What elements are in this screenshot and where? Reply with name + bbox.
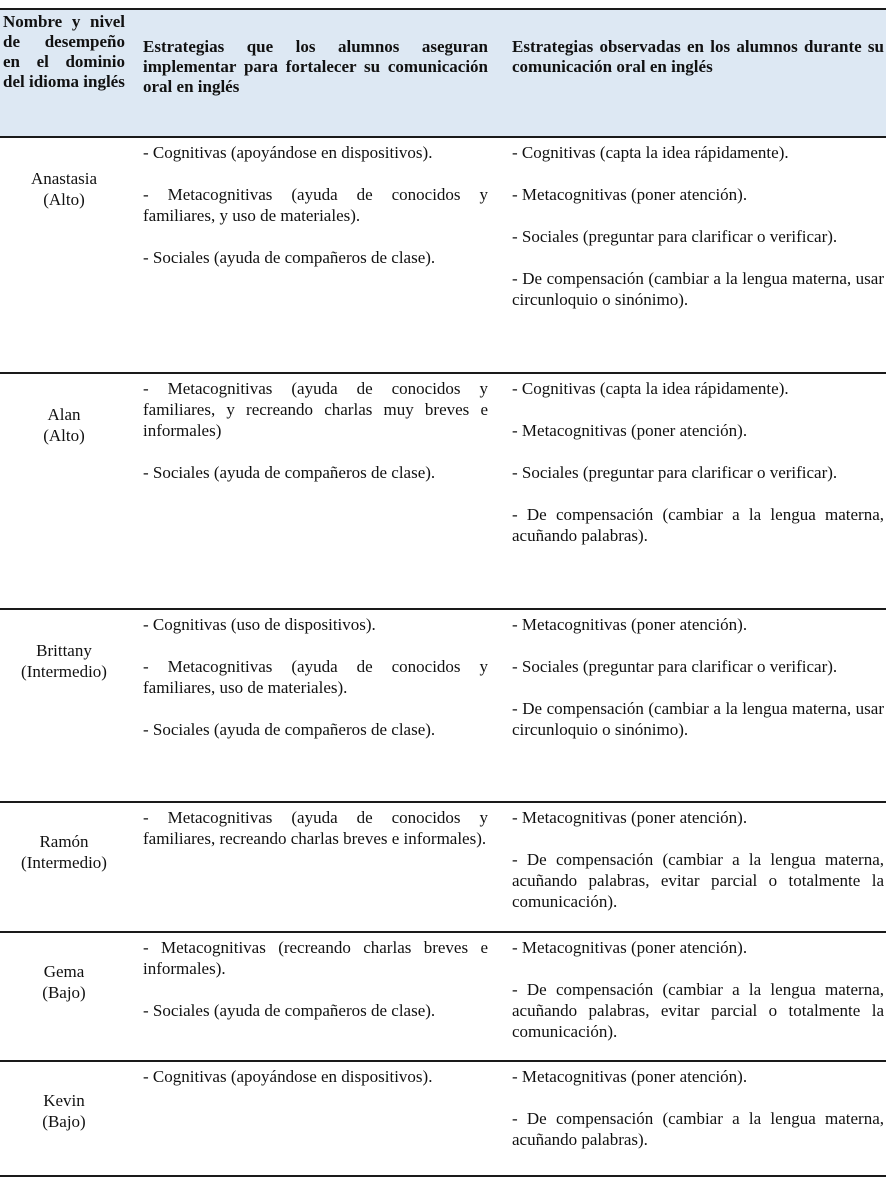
self-reported-strategy: - Metacognitivas (ayuda de conocidos y familiares, recreando charlas breves e informales). [143, 808, 488, 848]
self-reported-strategy: - Metacognitivas (ayuda de conocidos y familiares, y recreando charlas muy breves e informales) [143, 379, 488, 440]
student-name: Anastasia [30, 169, 98, 188]
student-level: (Bajo) [42, 983, 86, 1002]
student-level: (Alto) [43, 426, 85, 445]
table-body [0, 138, 886, 1175]
self-reported-cell [125, 374, 490, 608]
observed-strategy: - Metacognitivas (poner atención). [512, 185, 748, 204]
self-reported-strategy: - Cognitivas (uso de dispositivos). [143, 615, 376, 634]
observed-cell [490, 138, 886, 372]
header-observed: Estrategias observadas en los alumnos durante su comunicación oral en inglés [512, 37, 884, 76]
observed-strategy: - Cognitivas (capta la idea rápidamente). [512, 143, 789, 162]
observed-strategy: - Metacognitivas (poner atención). [512, 1067, 748, 1086]
student-name: Brittany [36, 641, 92, 660]
observed-strategy: - De compensación (cambiar a la lengua materna, usar circunloquio o sinónimo). [512, 699, 884, 739]
student-cell [0, 138, 125, 372]
observed-strategy: - Sociales (preguntar para clarificar o verificar). [512, 463, 838, 482]
observed-strategy: - Metacognitivas (poner atención). [512, 421, 748, 440]
observed-strategy: - Sociales (preguntar para clarificar o verificar). [512, 227, 838, 246]
observed-cell [490, 374, 886, 608]
table-header [0, 10, 886, 138]
student-name: Alan [47, 405, 81, 424]
student-cell [0, 1062, 125, 1175]
observed-strategy: - De compensación (cambiar a la lengua materna, acuñando palabras, evitar parcial o totalmente la comunicación). [512, 850, 884, 911]
observed-strategy: - De compensación (cambiar a la lengua materna, acuñando palabras). [512, 1109, 884, 1149]
observed-strategy: - De compensación (cambiar a la lengua materna, usar circunloquio o sinónimo). [512, 269, 884, 309]
strategies-table [0, 8, 886, 1177]
self-reported-cell [125, 933, 490, 1060]
self-reported-strategy: - Metacognitivas (ayuda de conocidos y familiares, y uso de materiales). [143, 185, 488, 225]
observed-cell [490, 803, 886, 931]
observed-strategy: - Metacognitivas (poner atención). [512, 615, 748, 634]
observed-strategy: - Sociales (preguntar para clarificar o verificar). [512, 657, 838, 676]
student-cell [0, 374, 125, 608]
observed-strategy: - Metacognitivas (poner atención). [512, 808, 748, 827]
student-cell [0, 610, 125, 801]
table-row [0, 138, 886, 374]
self-reported-strategy: - Cognitivas (apoyándose en dispositivos). [143, 1067, 433, 1086]
student-name: Ramón [39, 832, 89, 851]
self-reported-strategy: - Sociales (ayuda de compañeros de clase). [143, 720, 436, 739]
self-reported-cell [125, 803, 490, 931]
table-row [0, 374, 886, 610]
table-row [0, 803, 886, 933]
self-reported-cell [125, 138, 490, 372]
table-row [0, 610, 886, 803]
student-level: (Intermedio) [21, 662, 107, 681]
self-reported-strategy: - Sociales (ayuda de compañeros de clase). [143, 463, 436, 482]
self-reported-cell [125, 1062, 490, 1175]
table-row [0, 1062, 886, 1175]
header-self-reported: Estrategias que los alumnos aseguran implementar para fortalecer su comunicación oral en inglés [143, 37, 488, 96]
observed-strategy: - Cognitivas (capta la idea rápidamente). [512, 379, 789, 398]
table-row [0, 933, 886, 1062]
observed-strategy: - Metacognitivas (poner atención). [512, 938, 748, 957]
observed-strategy: - De compensación (cambiar a la lengua materna, acuñando palabras, evitar parcial o totalmente la comunicación). [512, 980, 884, 1041]
self-reported-strategy: - Metacognitivas (ayuda de conocidos y familiares, uso de materiales). [143, 657, 488, 697]
self-reported-strategy: - Cognitivas (apoyándose en dispositivos). [143, 143, 433, 162]
header-name-level: Nombre y nivel de desempeño en el dominio del idioma inglés [3, 12, 125, 91]
student-cell [0, 803, 125, 931]
observed-cell [490, 1062, 886, 1175]
student-level: (Alto) [43, 190, 85, 209]
self-reported-strategy: - Metacognitivas (recreando charlas breves e informales). [143, 938, 488, 978]
observed-cell [490, 610, 886, 801]
student-level: (Intermedio) [21, 853, 107, 872]
self-reported-strategy: - Sociales (ayuda de compañeros de clase). [143, 1001, 436, 1020]
observed-cell [490, 933, 886, 1060]
observed-strategy: - De compensación (cambiar a la lengua materna, acuñando palabras). [512, 505, 884, 545]
student-name: Gema [43, 962, 85, 981]
self-reported-strategy: - Sociales (ayuda de compañeros de clase). [143, 248, 436, 267]
student-cell [0, 933, 125, 1060]
self-reported-cell [125, 610, 490, 801]
student-name: Kevin [43, 1091, 85, 1110]
student-level: (Bajo) [42, 1112, 86, 1131]
